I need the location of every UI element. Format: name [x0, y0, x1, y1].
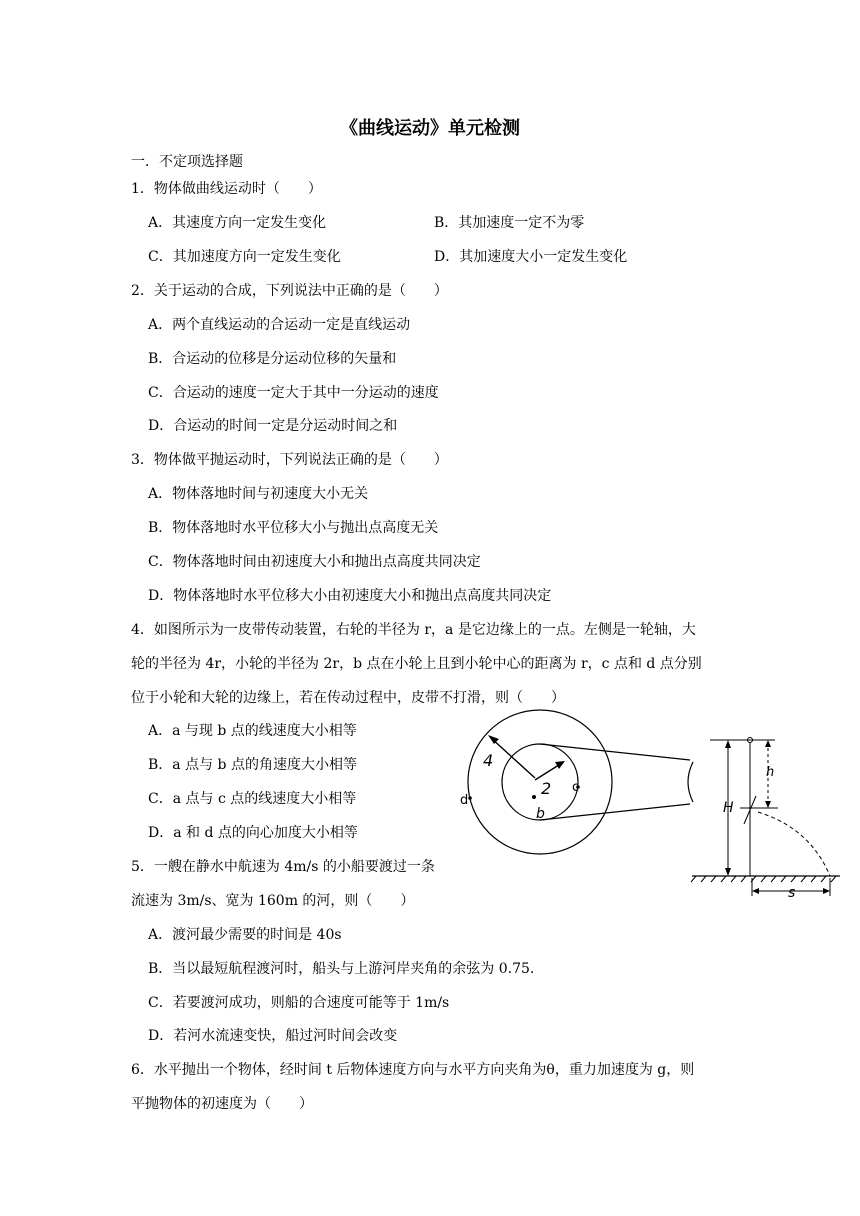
q1-stem: 1．物体做曲线运动时（ ）: [131, 181, 322, 197]
q1-option-b: B．其加速度一定不为零: [434, 215, 585, 231]
q5-option-a: A．渡河最少需要的时间是 40s: [148, 927, 342, 943]
q4-option-d: D．a 和 d 点的向心加度大小相等: [148, 825, 358, 841]
label-c: c: [572, 780, 580, 795]
s-arrow-right: [823, 888, 830, 894]
trajectory: [758, 812, 830, 876]
q5-option-b: B．当以最短航程渡河时，船头与上游河岸夹角的余弦为 0.75.: [148, 961, 535, 977]
q2-option-d: D．合运动的时间一定是分运动时间之和: [148, 418, 398, 434]
small-radius-arrowhead: [555, 761, 565, 769]
s-arrow-left: [752, 888, 759, 894]
q5-option-d: D．若河水流速变快，船过河时间会改变: [148, 1028, 398, 1044]
q6-stem-line2: 平抛物体的初速度为（ ）: [131, 1096, 313, 1112]
page-title: 《曲线运动》单元检测: [340, 118, 520, 139]
q3-option-c: C．物体落地时间由初速度大小和抛出点高度共同决定: [148, 554, 481, 570]
q3-option-a: A．物体落地时间与初速度大小无关: [148, 486, 369, 502]
label-s: s: [788, 885, 796, 901]
q4-option-b: B．a 点与 b 点的角速度大小相等: [148, 757, 357, 773]
big-radius-arrowhead: [488, 735, 499, 744]
q2-option-b: B．合运动的位移是分运动位移的矢量和: [148, 351, 397, 367]
q3-option-d: D．物体落地时水平位移大小由初速度大小和抛出点高度共同决定: [148, 588, 552, 604]
q2-option-c: C．合运动的速度一定大于其中一分运动的速度: [148, 385, 439, 401]
q4-stem-line2: 轮的半径为 4r，小轮的半径为 2r，b 点在小轮上且到小轮中心的距离为 r，c 点和 d 点分别: [131, 656, 702, 672]
label-b: b: [536, 806, 545, 822]
big-radius-label: 4: [483, 751, 494, 770]
center-dot: [532, 795, 536, 799]
q4-option-a: A．a 与现 b 点的线速度大小相等: [148, 723, 357, 739]
q2-option-a: A．两个直线运动的合运动一定是直线运动: [148, 317, 411, 333]
q1-option-d: D．其加速度大小一定发生变化: [434, 249, 628, 265]
belt-pulley-figure: [455, 700, 705, 860]
q5-stem-line1: 5．一艘在静水中航速为 4m/s 的小船要渡过一条: [131, 859, 435, 875]
H-arrow-top: [725, 740, 731, 748]
big-radius-arrow: [491, 738, 535, 778]
projectile-figure: [690, 730, 845, 905]
label-d: d: [460, 793, 469, 808]
point-d: [468, 796, 472, 800]
q5-stem-line2: 流速为 3m/s、宽为 160m 的河，则（ ）: [131, 893, 415, 909]
q3-stem: 3．物体做平抛运动时，下列说法正确的是（ ）: [131, 452, 448, 468]
q4-stem-line1: 4．如图所示为一皮带传动装置，右轮的半径为 r，a 是它边缘上的一点。左侧是一轮轴，大: [131, 622, 696, 638]
h-arrow-top: [765, 740, 771, 747]
q4-option-c: C．a 点与 c 点的线速度大小相等: [148, 791, 357, 807]
H-arrow-bottom: [725, 868, 731, 876]
q3-option-b: B．物体落地时水平位移大小与抛出点高度无关: [148, 520, 439, 536]
q6-stem-line1: 6．水平抛出一个物体，经时间 t 后物体速度方向与水平方向夹角为θ，重力加速度为 g，则: [131, 1062, 695, 1078]
label-H: H: [723, 800, 734, 816]
ground-hatch: [691, 876, 836, 882]
q2-stem: 2．关于运动的合成，下列说法中正确的是（ ）: [131, 283, 448, 299]
q1-option-c: C．其加速度方向一定发生变化: [148, 249, 341, 265]
q4-stem-line3: 位于小轮和大轮的边缘上，若在传动过程中，皮带不打滑，则（ ）: [131, 690, 565, 706]
q1-option-a: A．其速度方向一定发生变化: [148, 215, 327, 231]
small-radius-label: 2: [541, 779, 552, 798]
big-wheel: [468, 710, 612, 854]
section-heading: 一．不定项选择题: [131, 154, 243, 170]
q5-option-c: C．若要渡河成功，则船的合速度可能等于 1m/s: [148, 995, 450, 1011]
label-h: h: [766, 765, 775, 780]
h-arrow-bottom: [765, 801, 771, 808]
